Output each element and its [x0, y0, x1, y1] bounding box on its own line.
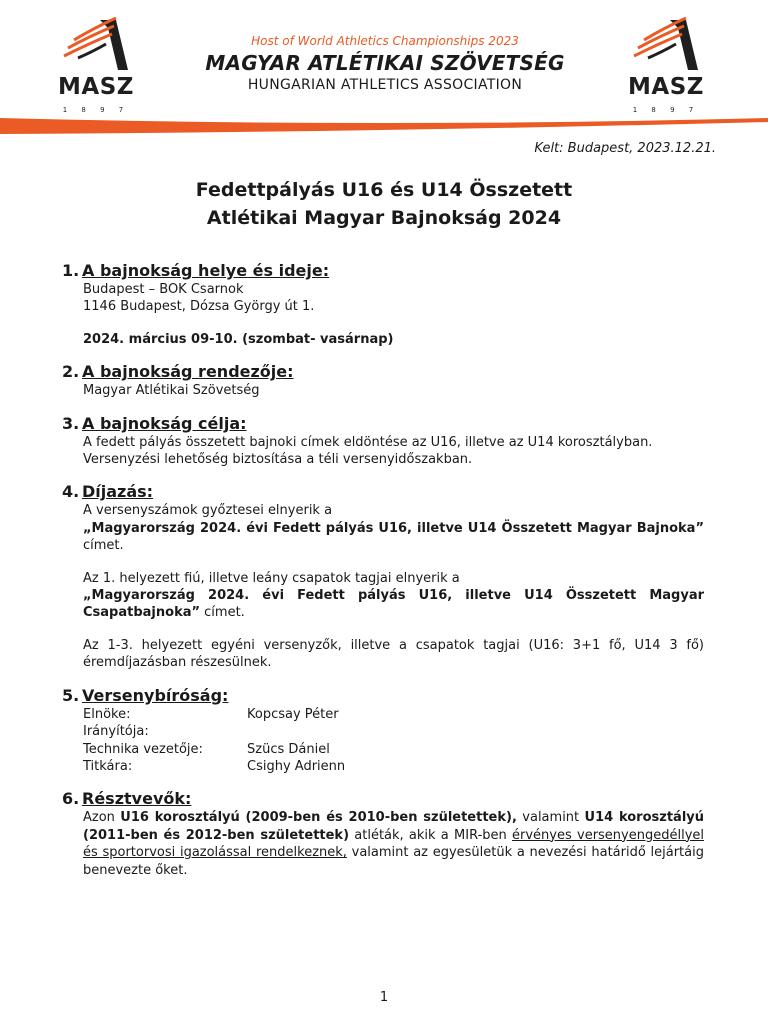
u16-age-group: U16 korosztályú (2009-ben és 2010-ben születettek),: [120, 810, 517, 826]
jury-role: Irányítója:: [83, 724, 149, 740]
purpose-paragraph-2: Versenyzési lehetőség biztosítása a téli versenyidőszakban.: [83, 452, 473, 468]
jury-row: [83, 741, 704, 758]
issue-date: Kelt: Budapest, 2023.12.21.: [534, 141, 716, 156]
text-fragment: címet.: [200, 605, 245, 621]
jury-role: Titkára:: [83, 758, 133, 774]
section-title: A bajnokság célja:: [82, 413, 247, 433]
section-title: Résztvevők:: [82, 789, 192, 809]
awards-paragraph-1: [83, 520, 704, 555]
association-name-hu: MAGYAR ATLÉTIKAI SZÖVETSÉG: [205, 51, 565, 75]
license-requirement: érvényes versenyengedéllyel és sportorvosi igazolással rendelkeznek,: [83, 827, 705, 861]
jury-row: [83, 758, 704, 775]
jury-name: Csighy Adrienn: [247, 758, 346, 774]
page-number: 1: [379, 990, 389, 1005]
jury-row: [83, 723, 704, 740]
text-fragment: atléták, akik a MIR-ben: [349, 827, 513, 843]
jury-name: Kopcsay Péter: [247, 706, 339, 722]
section-heading: [62, 362, 704, 382]
section-title: Versenybíróság:: [82, 685, 229, 705]
section-number: 4.: [62, 482, 80, 502]
participants-paragraph: [62, 809, 704, 879]
event-dates: 2024. március 09-10. (szombat- vasárnap): [83, 331, 394, 347]
section-organizer: [62, 362, 704, 399]
logo-text: MASZ: [628, 74, 704, 100]
venue-name: Budapest – BOK Csarnok: [83, 282, 244, 297]
section-title: Díjazás:: [82, 482, 154, 502]
section-heading: [62, 482, 704, 502]
awards-intro-2: Az 1. helyezett fiú, illetve leány csapatok tagjai elnyerik a: [83, 570, 460, 586]
host-line: Host of World Athletics Championships 2023: [251, 34, 519, 48]
section-heading: [62, 261, 704, 281]
jury-role: Technika vezetője:: [83, 741, 203, 757]
section-purpose: [62, 414, 704, 469]
section-participants: [62, 789, 704, 879]
text-fragment: Azon: [83, 810, 121, 826]
section-number: 6.: [62, 789, 80, 809]
jury-name: Szücs Dániel: [247, 741, 330, 757]
jury-role: Elnöke:: [83, 706, 131, 722]
logo-year: 1 8 9 7: [62, 106, 130, 114]
awards-intro-1: A versenyszámok győztesei elnyerik a: [83, 503, 333, 519]
section-number: 2.: [62, 362, 80, 382]
section-heading: [62, 789, 704, 809]
champion-title: „Magyarország 2024. évi Fedett pályás U16, illetve U14 Összetett Magyar Bajnoka”: [83, 520, 704, 536]
masz-logo-left: [56, 14, 136, 114]
athlete-logo-icon: [56, 14, 136, 76]
section-heading: [62, 414, 704, 434]
section-jury: [62, 686, 704, 776]
title-line-2: Atlétikai Magyar Bajnokság 2024: [206, 207, 562, 229]
logo-year: 1 8 9 7: [632, 106, 700, 114]
purpose-paragraph-1: A fedett pályás összetett bajnoki címek eldöntése az U16, illetve az U14 korosztályban.: [83, 434, 653, 450]
logo-text: MASZ: [58, 74, 134, 100]
team-champion-title: „Magyarország 2024. évi Fedett pályás U16, illetve U14 Összetett Magyar Csapatbajnoka”: [83, 588, 704, 621]
section-number: 1.: [62, 261, 80, 280]
section-title: A bajnokság helye és ideje:: [82, 261, 330, 280]
u14-age-group: U14 korosztályú (2011-ben és 2012-ben születettek): [83, 810, 704, 843]
athlete-logo-icon: [626, 14, 706, 76]
document-body: [62, 261, 704, 893]
section-heading: [62, 686, 704, 706]
title-line-1: Fedettpályás U16 és U14 Összetett: [195, 179, 573, 201]
header-swoosh-divider: [0, 108, 768, 138]
association-name-en: HUNGARIAN ATHLETICS ASSOCIATION: [247, 77, 523, 93]
venue-address: 1146 Budapest, Dózsa György út 1.: [83, 299, 315, 315]
section-title: A bajnokság rendezője:: [82, 362, 294, 382]
text-fragment: valamint az egyesületük a nevezési határidő lejártáig benevezte őket.: [83, 845, 704, 878]
section-awards: [62, 482, 704, 671]
awards-paragraph-3: Az 1-3. helyezett egyéni versenyzők, illetve a csapatok tagjai (U16: 3+1 fő, U14 3 fő) éremdíjazásban részesülnek.: [83, 637, 704, 671]
text-fragment: címet.: [83, 538, 124, 554]
text-fragment: valamint: [516, 810, 585, 826]
organizer-name: Magyar Atlétikai Szövetség: [83, 383, 260, 399]
section-venue: [62, 261, 704, 348]
document-title: [60, 176, 708, 232]
section-number: 3.: [62, 413, 80, 433]
masz-logo-right: [626, 14, 706, 114]
jury-row: [83, 706, 704, 723]
awards-paragraph-2: [83, 587, 704, 622]
section-number: 5.: [62, 685, 80, 705]
